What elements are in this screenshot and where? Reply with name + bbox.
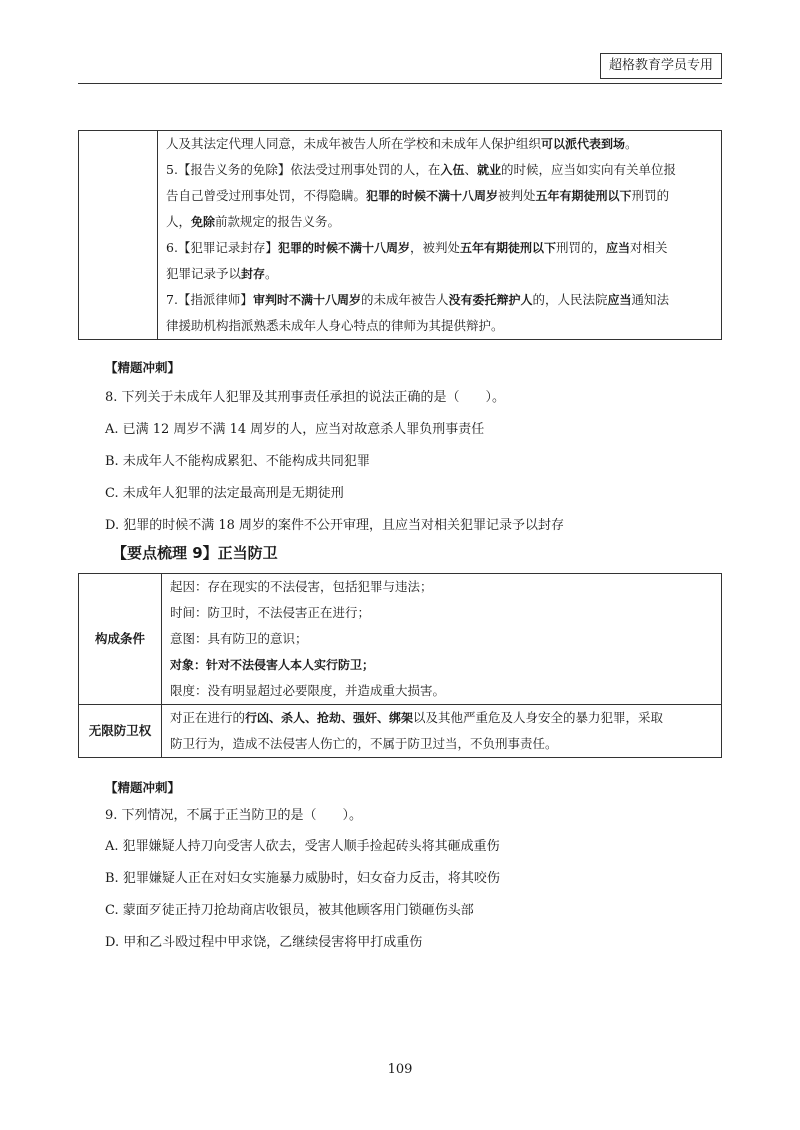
condition-label: 构成条件	[79, 574, 162, 705]
emphasis-text: 封存	[241, 267, 266, 281]
option-d: D. 犯罪的时候不满 18 周岁的案件不公开审理，且应当对相关犯罪记录予以封存	[105, 518, 565, 533]
text-line	[170, 574, 715, 600]
emphasis-text: 可以派代表到场	[541, 137, 626, 151]
practice-label: 【精题冲刺】	[105, 360, 181, 375]
emphasis-text: 应当	[606, 241, 631, 255]
text-line	[166, 131, 715, 157]
option-a: A. 犯罪嫌疑人持刀向受害人砍去，受害人顺手捡起砖头将其砸成重伤	[105, 839, 500, 854]
plain-text: 被判处	[498, 188, 536, 203]
plain-text: 前款规定的报告义务。	[215, 214, 341, 229]
text-line	[166, 209, 715, 235]
plain-text: 律援助机构指派熟悉未成年人身心特点的律师为其提供辩护。	[166, 318, 504, 333]
plain-text: 。	[265, 266, 278, 281]
plain-text: 刑罚的，	[555, 240, 606, 255]
plain-text: 的时候，应当如实向有关单位报	[500, 162, 676, 177]
plain-text: 告自己曾受过刑事处罚，不得隐瞒。	[166, 188, 367, 203]
page-number: 109	[387, 1062, 413, 1077]
plain-text: 的未成年被告人	[360, 292, 449, 307]
text-line	[166, 183, 715, 209]
option-b: B. 未成年人不能构成累犯、不能构成共同犯罪	[105, 454, 370, 469]
emphasis-text: 犯罪的时候不满十八周岁	[366, 189, 499, 203]
plain-text: 防卫行为，造成不法侵害人伤亡的，不属于防卫过当，不负刑事责任。	[170, 736, 558, 751]
plain-text: 起因：存在现实的不法侵害，包括犯罪与违法；	[170, 579, 433, 594]
text-line	[170, 600, 715, 626]
emphasis-text: 犯罪的时候不满十八周岁	[277, 241, 410, 255]
plain-text: 人，	[166, 214, 192, 229]
plain-text: 7.【指派律师】	[166, 292, 253, 307]
plain-text: 、	[464, 162, 477, 177]
text-line	[170, 731, 715, 757]
question-9: 9. 下列情况，不属于正当防卫的是（ ）。	[105, 808, 363, 823]
plain-text: 人及其法定代理人同意，未成年被告人所在学校和未成年人保护组织	[166, 136, 542, 151]
option-c: C. 未成年人犯罪的法定最高刑是无期徒刑	[105, 486, 344, 501]
option-a: A. 已满 12 周岁不满 14 周岁的人，应当对故意杀人罪负刑事责任	[105, 422, 485, 437]
emphasis-text: 审判时不满十八周岁	[252, 293, 361, 307]
text-line	[166, 261, 715, 287]
text-line	[170, 678, 715, 704]
plain-text: 。	[625, 136, 638, 151]
plain-text: 时间：防卫时，不法侵害正在进行；	[170, 605, 371, 620]
question-8: 8. 下列关于未成年人犯罪及其刑事责任承担的说法正确的是（ ）。	[105, 390, 506, 405]
emphasis-text: 五年有期徒刑以下	[459, 241, 556, 255]
section-title: 【要点梳理 9】正当防卫	[112, 544, 278, 562]
text-line	[166, 157, 715, 183]
table-juvenile-provisions	[78, 130, 722, 340]
emphasis-text: 没有委托辩护人	[448, 293, 533, 307]
emphasis-text: 入伍	[440, 163, 465, 177]
unlimited-content	[162, 705, 722, 758]
emphasis-text: 应当	[607, 293, 632, 307]
text-line	[170, 626, 715, 652]
plain-text: 通知法	[631, 292, 670, 307]
emphasis-text: 五年有期徒刑以下	[535, 189, 632, 203]
plain-text: 的，人民法院	[532, 292, 608, 307]
emphasis-text: 免除	[191, 215, 216, 229]
plain-text: 以及其他严重危及人身安全的暴力犯罪，采取	[413, 710, 664, 725]
text-line	[170, 652, 715, 678]
plain-text: 限度：没有明显超过必要限度，并造成重大损害。	[170, 683, 446, 698]
option-b: B. 犯罪嫌疑人正在对妇女实施暴力威胁时，妇女奋力反击，将其咬伤	[105, 871, 500, 886]
plain-text: 6.【犯罪记录封存】	[166, 240, 278, 255]
text-line	[166, 313, 715, 339]
table-right-cell	[158, 131, 722, 340]
plain-text: 刑罚的	[631, 188, 670, 203]
header-divider	[78, 83, 722, 84]
emphasis-text: 就业	[476, 163, 501, 177]
table-self-defense	[78, 573, 722, 758]
option-d: D. 甲和乙斗殴过程中甲求饶，乙继续侵害将甲打成重伤	[105, 935, 423, 950]
plain-text: 5.【报告义务的免除】依法受过刑事处罚的人，在	[166, 162, 441, 177]
text-line	[166, 287, 715, 313]
plain-text: 意图：具有防卫的意识；	[170, 631, 308, 646]
plain-text: 对正在进行的	[170, 710, 246, 725]
table-left-cell	[79, 131, 158, 340]
plain-text: 对相关	[630, 240, 668, 255]
unlimited-label: 无限防卫权	[79, 705, 162, 758]
emphasis-text: 对象：针对不法侵害人本人实行防卫；	[170, 658, 375, 672]
text-line	[170, 705, 715, 731]
practice-label: 【精题冲刺】	[105, 780, 181, 795]
option-c: C. 蒙面歹徒正持刀抢劫商店收银员，被其他顾客用门锁砸伤头部	[105, 903, 474, 918]
emphasis-text: 行凶、杀人、抢劫、强奸、绑架	[245, 711, 414, 725]
text-line	[166, 235, 715, 261]
condition-content	[162, 574, 722, 705]
plain-text: 犯罪记录予以	[166, 266, 242, 281]
header-tag: 超格教育学员专用	[600, 53, 722, 79]
plain-text: ，被判处	[409, 240, 460, 255]
